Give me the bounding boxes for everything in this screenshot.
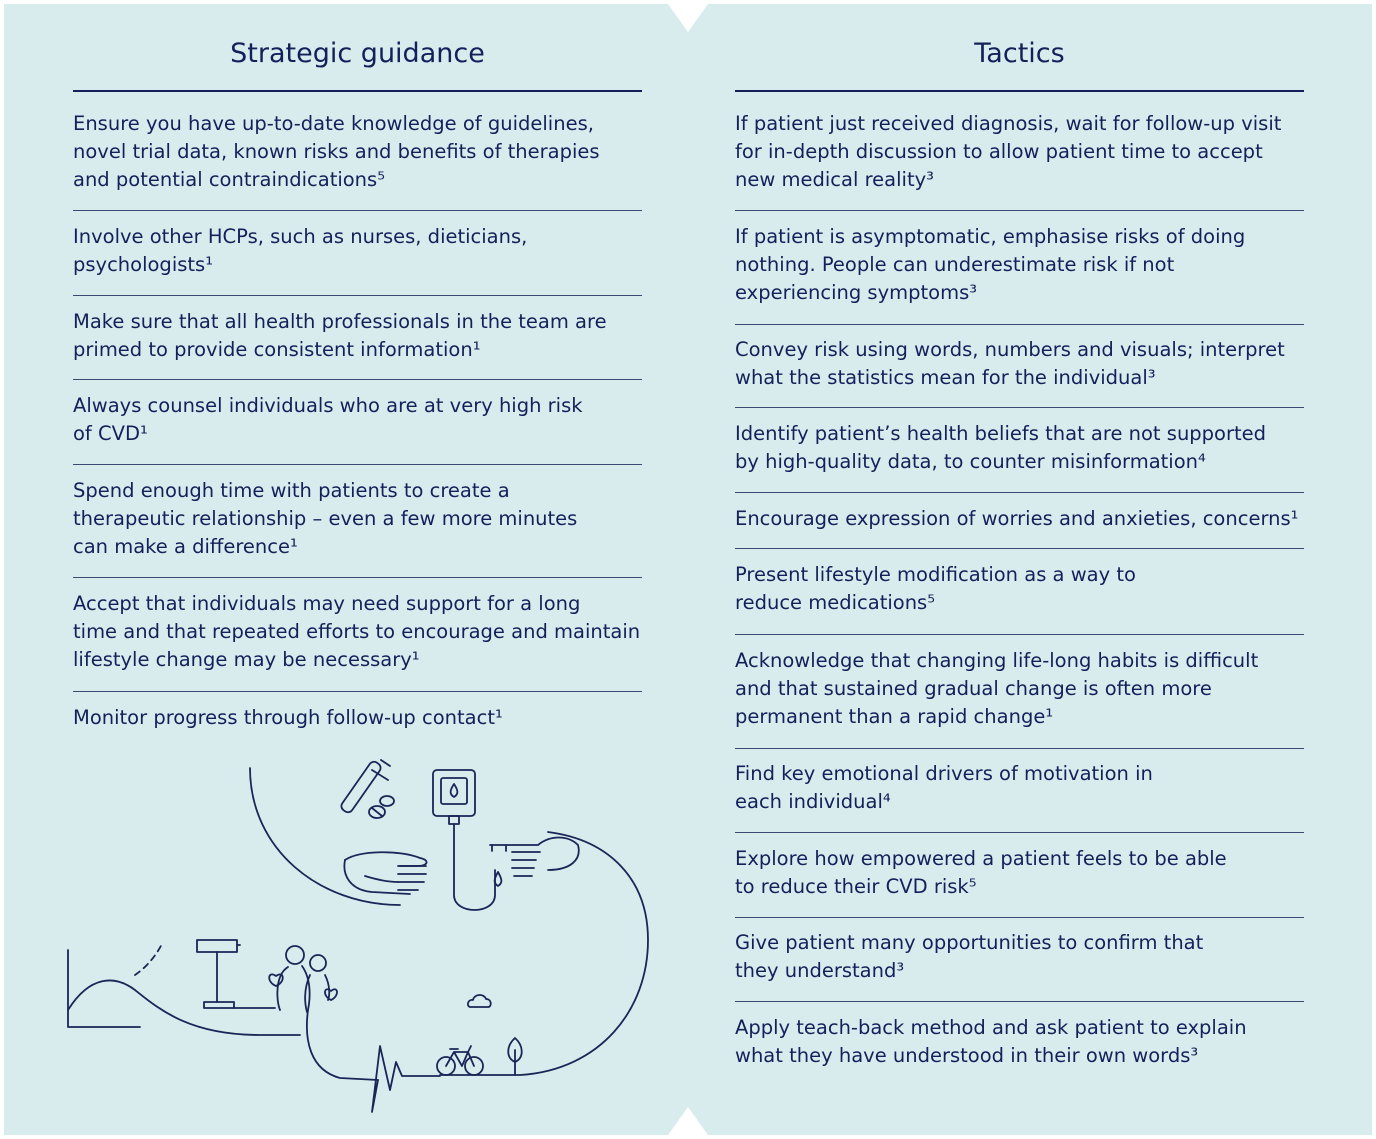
strategic-item: Involve other HCPs, such as nurses, dieticians, psychologists¹	[73, 225, 528, 277]
growth-curve-icon	[68, 942, 300, 1035]
blood-bag-icon	[433, 770, 495, 910]
tactic-item: If patient just received diagnosis, wait for follow-up visit for in-depth discussion to allow patient time to accept new medical reality³	[735, 112, 1282, 192]
strategic-item: Spend enough time with patients to create a therapeutic relationship – even a few more minutes can make a difference¹	[73, 479, 578, 559]
strategic-item: Ensure you have up-to-date knowledge of guidelines, novel trial data, known risks and benefits of therapies and potential contraindications⁵	[73, 112, 600, 192]
tactic-item: Identify patient’s health beliefs that are not supported by high-quality data, to counter misinformation⁴	[735, 422, 1267, 474]
journey-line	[250, 768, 400, 905]
pills-icon	[369, 796, 394, 818]
tactics-title: Tactics	[974, 38, 1065, 69]
strategic-item: Monitor progress through follow-up contact¹	[73, 706, 503, 729]
hand-icon	[344, 852, 426, 894]
tactic-item: Explore how empowered a patient feels to be able to reduce their CVD risk⁵	[735, 847, 1227, 899]
scale-icon	[197, 940, 275, 1008]
heartbeat-icon	[372, 1046, 440, 1112]
injection-pen-icon	[339, 760, 390, 814]
tactic-item: Acknowledge that changing life-long habits is difficult and that sustained gradual change is often more permanent than a rapid change¹	[735, 649, 1259, 729]
tree-icon	[508, 1038, 522, 1075]
tactic-item: Present lifestyle modification as a way to reduce medications⁵	[735, 563, 1136, 615]
tactic-item: Encourage expression of worries and anxieties, concerns¹	[735, 507, 1299, 530]
cloud-icon	[468, 995, 491, 1007]
journey-line	[440, 832, 648, 1075]
heart-icon	[325, 989, 337, 1000]
tactic-item: If patient is asymptomatic, emphasise risks of doing nothing. People can underestimate risk if not experiencing symptoms³	[735, 225, 1246, 305]
tactic-item: Find key emotional drivers of motivation in each individual⁴	[735, 762, 1153, 814]
strategic-guidance-title: Strategic guidance	[230, 38, 485, 69]
tactic-item: Give patient many opportunities to confirm that they understand³	[735, 931, 1204, 983]
tactic-item: Convey risk using words, numbers and visuals; interpret what the statistics mean for the individual³	[735, 338, 1285, 390]
family-icon	[277, 946, 378, 1080]
strategic-item: Accept that individuals may need support for a long time and that repeated efforts to encourage and maintain lifestyle change may be necessary¹	[73, 592, 641, 672]
pointing-hand-icon	[490, 838, 579, 877]
bicycle-icon	[437, 1046, 483, 1075]
strategic-item: Always counsel individuals who are at very high risk of CVD¹	[73, 394, 583, 446]
tactic-item: Apply teach-back method and ask patient to explain what they have understood in their own words³	[735, 1016, 1247, 1068]
strategic-item: Make sure that all health professionals in the team are primed to provide consistent information¹	[73, 310, 607, 362]
